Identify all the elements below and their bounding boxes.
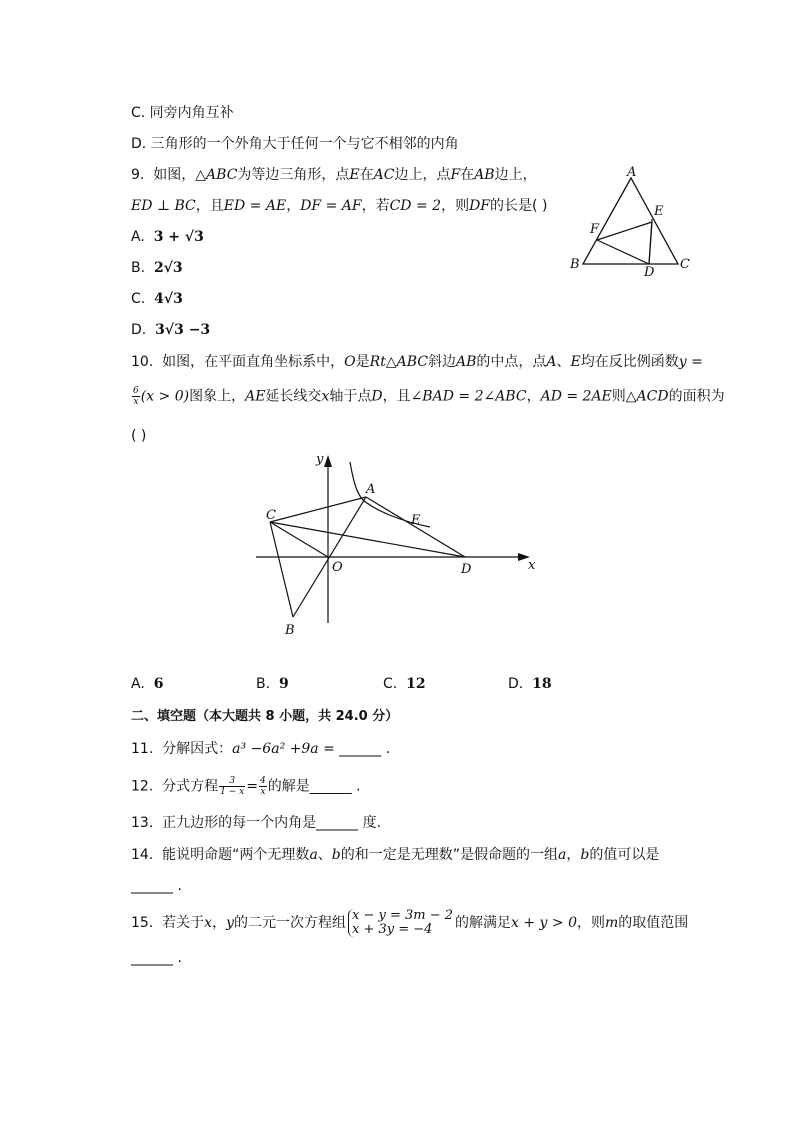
- option-value: 3√3 −3: [155, 322, 211, 338]
- option-value: 2√3: [153, 260, 183, 276]
- q10-text: 轴于点: [329, 388, 372, 405]
- q13-end: 度.: [362, 815, 382, 831]
- label-d: D: [461, 562, 472, 577]
- q12-equals: =: [246, 778, 258, 795]
- q9-option-a: [131, 227, 204, 247]
- option-label: A.: [131, 229, 145, 245]
- triangle-abc: [583, 178, 678, 264]
- q14-text: 能说明命题“两个无理数: [162, 847, 310, 863]
- q15-end: .: [177, 950, 182, 966]
- q9-condition: ED = AE: [223, 198, 287, 214]
- q10-triangle-acd: △ACD: [625, 388, 669, 405]
- q10-text: 图象上，: [189, 388, 246, 405]
- q10-text: 斜边: [427, 354, 456, 370]
- q10-segment-ae: AE: [245, 388, 266, 405]
- q10-text: 均在反比例函数: [580, 354, 679, 370]
- q9-point-e: E: [349, 167, 360, 183]
- q14-line1: [131, 845, 659, 865]
- option-value: 9: [278, 676, 289, 692]
- q9-text: ，若: [361, 198, 390, 214]
- q10-text: 延长线交: [265, 388, 322, 405]
- q15-equation-1: x − y = 3m − 2: [352, 908, 454, 923]
- q11-blank: ______: [339, 741, 382, 757]
- q9-condition: CD = 2: [389, 198, 442, 214]
- q10-text: 的中点，点: [476, 354, 547, 370]
- q15-blank: ______: [131, 950, 173, 966]
- q14-var-a: a: [558, 847, 567, 863]
- label-o: O: [332, 560, 343, 575]
- q10-option-c: [383, 676, 426, 692]
- q10-text: 的面积为: [668, 388, 725, 405]
- q14-number: 14.: [131, 847, 154, 863]
- option-label: D.: [508, 676, 524, 692]
- q15-text: ，: [212, 915, 227, 931]
- q14-line2: [131, 876, 182, 896]
- option-label: B.: [131, 260, 146, 276]
- segment-de: [649, 219, 652, 264]
- q14-text: 的值可以是: [589, 847, 660, 863]
- q9-point-f: F: [450, 167, 461, 183]
- q9-text: 边上，点: [394, 167, 451, 183]
- q10-segment-ab: AB: [455, 354, 477, 370]
- q10-option-d: [508, 676, 552, 692]
- label-b: B: [285, 623, 295, 638]
- q10-fraction: [132, 386, 140, 407]
- q15-text: 的取值范围: [618, 915, 689, 931]
- label-a: A: [627, 165, 637, 180]
- option-value: 6: [153, 676, 164, 692]
- q9-text: 为等边三角形，点: [237, 167, 350, 183]
- q12-number: 12.: [131, 778, 154, 795]
- q9-number: 9.: [131, 167, 145, 183]
- q11-text: 分解因式：: [162, 741, 233, 757]
- label-c: C: [266, 508, 276, 523]
- section-heading: 二、填空题（本大题共 8 小题，共 24.0 分）: [131, 709, 399, 724]
- denominator: 1 − x: [220, 787, 245, 797]
- q9-line2: [131, 196, 547, 216]
- q10-number: 10.: [131, 354, 154, 370]
- q11-expression: a³ −6a² +9a =: [232, 741, 335, 757]
- q10-text: 则: [611, 388, 626, 405]
- label-y: y: [316, 452, 324, 467]
- q14-text: ，: [566, 847, 581, 863]
- q9-text: 在: [359, 167, 374, 183]
- q12-fraction-1: [219, 776, 245, 797]
- option-value: 3 + √3: [153, 229, 204, 245]
- q13: [131, 813, 381, 833]
- q15-var-y: y: [226, 915, 234, 931]
- option-value: 12: [406, 676, 426, 692]
- label-a: A: [366, 482, 376, 497]
- q12-blank: ______: [309, 778, 352, 795]
- q8-option-d: D. 三角形的一个外角大于任何一个与它不相邻的内角: [131, 136, 459, 152]
- q12: [131, 776, 361, 797]
- q15-equation-2: x + 3y = −4: [352, 922, 433, 937]
- q14-end: .: [177, 878, 182, 894]
- q14-text: 、: [317, 847, 332, 863]
- q9-triangle-figure: [560, 160, 700, 280]
- q11-end: .: [385, 741, 391, 757]
- option-label: A.: [131, 676, 145, 692]
- q8-option-c: C. 同旁内角互补: [131, 105, 234, 121]
- q9-text: 在: [460, 167, 475, 183]
- option-value: 18: [532, 676, 552, 692]
- q12-text: 的解是: [267, 778, 310, 795]
- q10-point-e: E: [570, 354, 581, 370]
- q12-fraction-2: [259, 776, 267, 797]
- q13-text: 正九边形的每一个内角是: [162, 815, 317, 831]
- q9-segment-df: DF: [469, 198, 491, 214]
- option-value: 4√3: [154, 291, 183, 307]
- q15-equation-system: [348, 909, 453, 937]
- q9-text: 的长是( ): [490, 198, 548, 214]
- q13-blank: ______: [316, 815, 359, 831]
- q15-condition: x + y > 0: [511, 915, 578, 931]
- q15-line1: [131, 909, 688, 937]
- q11-number: 11.: [131, 741, 154, 757]
- q15-var-m: m: [605, 915, 619, 931]
- q12-text: 分式方程: [162, 778, 219, 795]
- q10-point-d: D: [371, 388, 383, 405]
- q10-text: ，且: [382, 388, 411, 405]
- q10-text: 如图，在平面直角坐标系中，: [162, 354, 345, 370]
- q10-coordinate-figure: [250, 445, 550, 645]
- label-e: E: [654, 204, 664, 219]
- q9-text: ，且: [195, 198, 224, 214]
- q10-function: y =: [678, 354, 703, 370]
- q10-point-o: O: [344, 354, 356, 370]
- q12-end: .: [356, 778, 361, 795]
- label-c: C: [680, 257, 690, 272]
- q14-var-b: b: [580, 847, 590, 863]
- q9-text: ，则: [441, 198, 470, 214]
- q10-option-a: [131, 676, 163, 692]
- segment-cb: [270, 522, 293, 617]
- segment-ca: [270, 497, 366, 522]
- q9-segment-ab: AB: [474, 167, 495, 183]
- q10-length-condition: AD = 2AE: [540, 388, 612, 405]
- q9-text: ，: [286, 198, 301, 214]
- q10-point-a: A: [546, 354, 557, 370]
- q10-paren: ( ): [131, 428, 147, 444]
- q9-option-b: [131, 258, 183, 278]
- q14-var-a: a: [309, 847, 318, 863]
- q10-line1: [131, 352, 703, 372]
- q10-angle-condition: ∠BAD = 2∠ABC: [410, 388, 527, 405]
- q15-var-x: x: [204, 915, 213, 931]
- q14-text: 的和一定是无理数”是假命题的一组: [340, 847, 559, 863]
- q10-options: [131, 676, 691, 696]
- q10-text: ，: [526, 388, 541, 405]
- q14-blank: ______: [131, 878, 173, 894]
- q10-text: 、: [556, 354, 571, 370]
- label-e: E: [411, 513, 421, 528]
- denominator: x: [133, 397, 139, 407]
- q10-rt-triangle: Rt△ABC: [369, 354, 428, 370]
- y-axis-arrow: [324, 455, 332, 467]
- q15-text: ，则: [577, 915, 606, 931]
- q15-line2: [131, 948, 182, 968]
- q11: [131, 739, 390, 759]
- numerator: 3: [219, 776, 245, 787]
- numerator: 4: [259, 776, 266, 786]
- q10-line2: [131, 386, 725, 407]
- q9-segment-ac: AC: [373, 167, 395, 183]
- q10-text: 是: [355, 354, 370, 370]
- numerator: 6: [133, 386, 139, 396]
- q9-line1: [131, 165, 537, 185]
- q10-option-b: [256, 676, 289, 692]
- q9-option-d: [131, 320, 210, 340]
- label-d: D: [644, 265, 655, 280]
- q15-text: 的二元一次方程组: [234, 915, 346, 931]
- q9-option-c: [131, 289, 183, 309]
- q9-text: 边上，: [494, 167, 537, 183]
- label-b: B: [570, 257, 580, 272]
- q13-number: 13.: [131, 815, 154, 831]
- q15-number: 15.: [131, 915, 154, 931]
- q10-domain: (x > 0): [140, 388, 190, 405]
- q14-var-b: b: [331, 847, 341, 863]
- segment-fd: [597, 240, 649, 264]
- q9-condition: ED ⊥ BC: [131, 198, 196, 214]
- option-label: D.: [131, 322, 147, 338]
- q9-text: 如图，: [153, 167, 196, 183]
- option-label: C.: [383, 676, 398, 692]
- label-f: F: [590, 222, 600, 237]
- option-label: B.: [256, 676, 271, 692]
- q10-x: x: [321, 388, 330, 405]
- q9-condition: DF = AF: [300, 198, 362, 214]
- q15-text: 的解满足: [455, 915, 512, 931]
- q15-text: 若关于: [162, 915, 205, 931]
- q9-triangle-abc: △ABC: [195, 167, 238, 183]
- label-x: x: [528, 558, 536, 573]
- option-label: C.: [131, 291, 146, 307]
- denominator: x: [260, 787, 266, 797]
